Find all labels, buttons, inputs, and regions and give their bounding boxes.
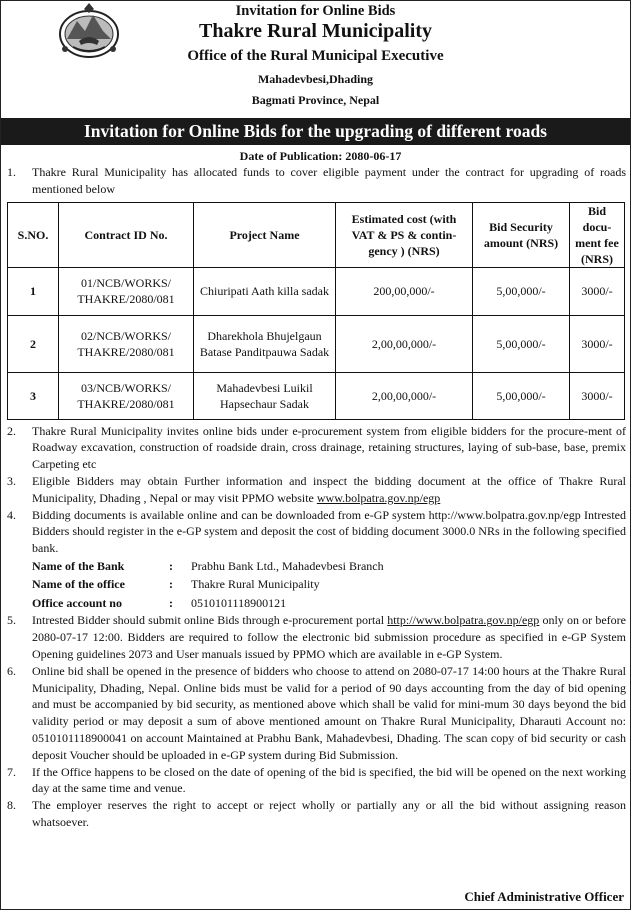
notice-header [1, 1, 630, 113]
clause-text: If the Office happens to be closed on the date of opening of the bid is specified, the bid will be opened on the next working day at the same time and venue. [32, 764, 626, 796]
account-separator: : [169, 595, 173, 610]
cell-contract-id: 01/NCB/WORKS/ THAKRE/2080/081 [59, 267, 194, 315]
clause-6 [1, 663, 630, 764]
cell-estimated-cost: 2,00,00,000/- [336, 372, 473, 419]
office-province: Bagmati Province, Nepal [251, 93, 380, 107]
bank-name-value: Prabhu Bank Ltd., Mahadevbesi Branch [191, 558, 384, 573]
cell-project-name: Mahadevbesi Luikil Hapsechaur Sadak [194, 372, 336, 419]
col-sno: S.NO. [8, 202, 59, 267]
municipality-name: Thakre Rural Municipality [199, 20, 432, 42]
account-no-label: Office account no [32, 595, 122, 610]
col-project-name: Project Name [194, 202, 336, 267]
table-row [8, 267, 625, 315]
col-document-fee: Bid docu-ment fee (NRS) [570, 202, 625, 267]
clause-number: 4. [7, 507, 16, 522]
clause-number: 2. [7, 423, 16, 438]
table-row [8, 372, 625, 419]
office-separator: : [169, 577, 173, 592]
clause-text: Thakre Rural Municipality has allocated funds to cover eligible payment under the contract for upgrading of roads mentioned below [32, 165, 626, 196]
clause-number: 5. [7, 613, 16, 628]
cell-sno: 3 [8, 372, 59, 419]
office-name-label: Name of the office [32, 577, 125, 592]
cell-project-name: Dharekhola Bhujelgaun Batase Panditpauwa Sadak [194, 315, 336, 372]
clause-number: 1. [7, 165, 16, 179]
table-header-row [8, 202, 625, 267]
cell-contract-id: 02/NCB/WORKS/ THAKRE/2080/081 [59, 315, 194, 372]
clause-text: Thakre Rural Municipality invites online bids under e-procurement system from eligible bidders for the procure-ment of Roadway excavation, construction of roadside drain, cross drainage, retaining structures, laying of sub-base, base, premix Carpeting etc [32, 423, 626, 472]
cell-bid-security: 5,00,000/- [473, 372, 570, 419]
clause-number: 3. [7, 473, 16, 488]
office-name: Office of the Rural Municipal Executive [187, 48, 444, 64]
table-row [8, 315, 625, 372]
clause-text: Online bid shall be opened in the presence of bidders who choose to attend on 2080-07-17 14:00 hours at the Thakre Rural Municipality, Dhading, Nepal. Online bids must be valid for a period of 90 days accounting from the day of bid opening and must be accompanied by bid security, as mentioned above which shall be valid for mini-mum 30 days beyond the bid validity period or may deposit a sum of above mentioned amount on Thakre Rural Municipality, Dharauti Account no: 0510101118900041 on account Maintained at Prabhu Bank, Mahadevbesi, Dhading. The scan copy of bid security or cash deposit Voucher should be uploaded in e-GP system during Bid Submission. [32, 663, 626, 762]
cell-bid-security: 5,00,000/- [473, 267, 570, 315]
clause-number: 8. [7, 798, 16, 813]
col-estimated-cost: Estimated cost (with VAT & PS & contin-gency ) (NRS) [336, 202, 473, 267]
cell-estimated-cost: 200,00,000/- [336, 267, 473, 315]
clause-3 [1, 473, 630, 507]
col-contract-id: Contract ID No. [59, 202, 194, 267]
publication-date: Date of Publication: 2080-06-17 [239, 149, 402, 163]
cell-document-fee: 3000/- [570, 372, 625, 419]
cell-contract-id: 03/NCB/WORKS/ THAKRE/2080/081 [59, 372, 194, 419]
clause-text: Eligible Bidders may obtain Further information and inspect the bidding document at the office of Thakre Rural Municipality, Dhading , Nepal or may visit PPMO website [32, 473, 626, 505]
clause-number: 7. [7, 764, 16, 779]
cell-sno: 1 [8, 267, 59, 315]
cell-document-fee: 3000/- [570, 315, 625, 372]
signature-title: Chief Administrative Officer [464, 889, 624, 904]
clause-8 [1, 797, 630, 831]
cell-estimated-cost: 2,00,00,000/- [336, 315, 473, 372]
cell-project-name: Chiuripati Aath killa sadak [194, 267, 336, 315]
notice-body [1, 148, 630, 831]
clause-text: Intrested Bidder should submit online Bids through e-procurement portal [32, 613, 388, 628]
clause-7 [1, 764, 630, 798]
clause-text-continued: only on or before 2080-07-17 12:00. Bidders are required to follow the electronic bid submission procedure as specified in e-GP System Opening guidelines 2073 and User manuals issued by PPMO which are available in e-GP System. [32, 613, 626, 662]
ppmo-website-link[interactable]: www.bolpatra.gov.np/egp [316, 490, 441, 505]
office-location: Mahadevbesi,Dhading [257, 72, 374, 86]
bank-details [32, 557, 630, 613]
clause-number: 6. [7, 663, 16, 678]
office-name-value: Thakre Rural Municipality [191, 577, 320, 592]
clause-text: The employer reserves the right to accept or reject wholly or partially any or all the bid without assigning reason whatsoever. [32, 798, 626, 830]
cell-document-fee: 3000/- [570, 267, 625, 315]
clause-4 [1, 507, 630, 557]
title-banner: Invitation for Online Bids for the upgrading of different roads [1, 118, 630, 145]
bolpatra-portal-link[interactable]: http://www.bolpatra.gov.np/egp [387, 613, 540, 628]
bank-name-label: Name of the Bank [32, 558, 125, 573]
clause-2 [1, 423, 630, 473]
header-subtitle: Invitation for Online Bids [235, 3, 396, 19]
contracts-table [7, 202, 625, 420]
cell-sno: 2 [8, 315, 59, 372]
clause-text: Bidding documents is available online and can be downloaded from e-GP system http://www.bolpatra.gov.np/egp Intrested Bidders should register in the e-GP system and deposit the cost of bidding document 3000.0 NRs in the following specified bank. [32, 507, 626, 556]
clause-5 [1, 612, 630, 662]
clause-1 [1, 164, 630, 198]
bank-separator: : [169, 558, 173, 573]
cell-bid-security: 5,00,000/- [473, 315, 570, 372]
account-no-value: 0510101118900121 [191, 595, 287, 610]
col-bid-security: Bid Security amount (NRS) [473, 202, 570, 267]
